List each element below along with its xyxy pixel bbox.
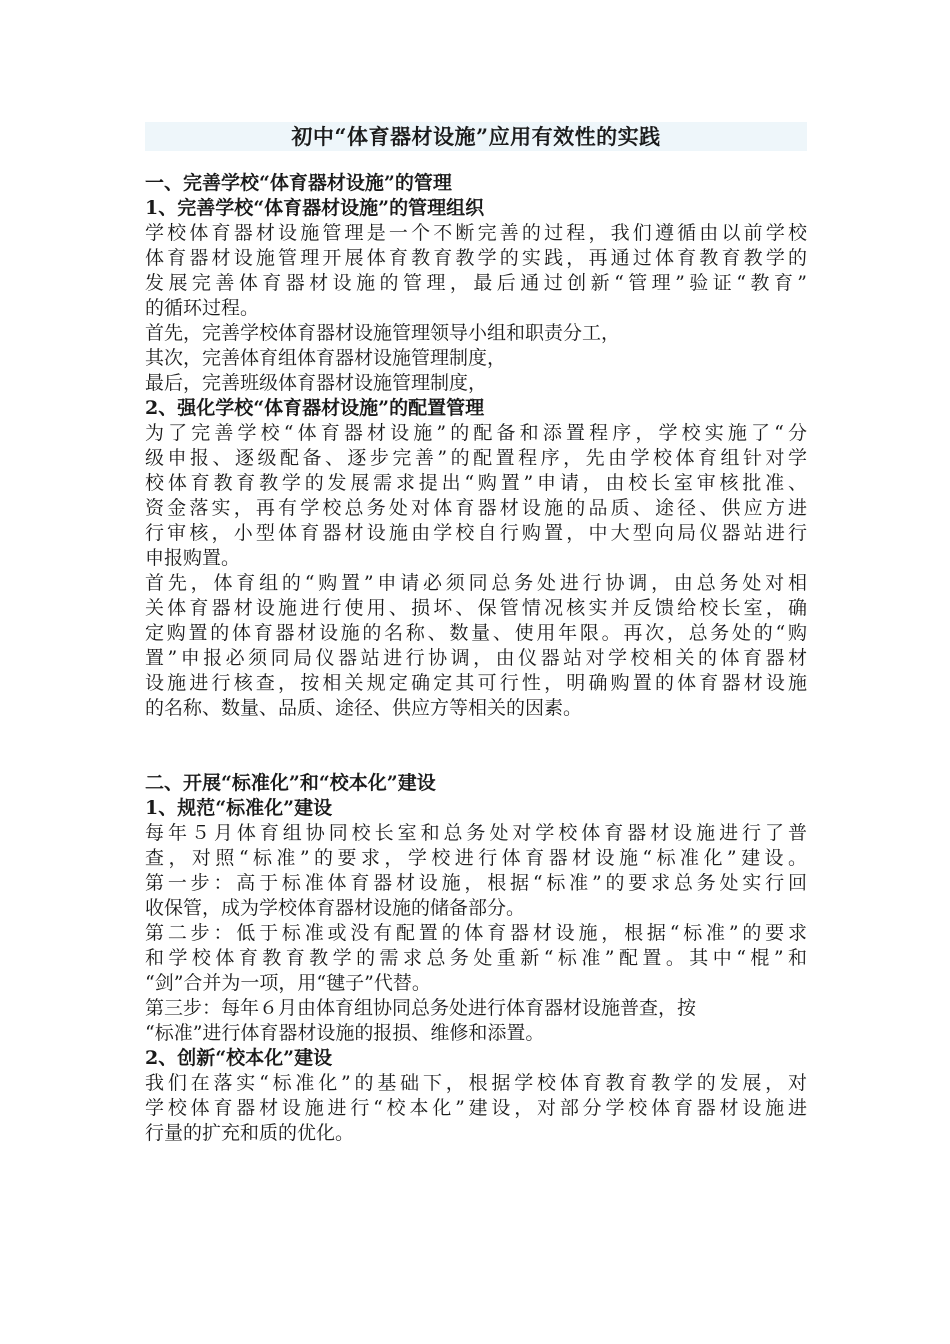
- paragraph-line: 学校体育器材设施进行“校本化”建设，对部分学校体育器材设施进: [145, 1097, 807, 1119]
- section-spacer: [145, 721, 807, 771]
- paragraph-line: 的名称、数量、品质、途径、供应方等相关的因素。: [145, 697, 583, 719]
- paragraph-line: 其次，完善体育组体育器材设施管理制度，: [145, 347, 507, 369]
- paragraph-line: 定购置的体育器材设施的名称、数量、使用年限。再次，总务处的“购: [145, 622, 807, 644]
- paragraph-line: “剑”合并为一项，用“毽子”代替。: [145, 972, 431, 994]
- section-1-heading: 一、完善学校“体育器材设施”的管理: [145, 172, 452, 194]
- paragraph-line: 行审核，小型体育器材设施由学校自行购置，中大型向局仪器站进行: [145, 522, 807, 544]
- document-page: [145, 122, 807, 1146]
- paragraph-line: 首先，体育组的“购置”申请必须同总务处进行协调，由总务处对相: [145, 572, 807, 594]
- paragraph-line: 置”申报必须同局仪器站进行协调，由仪器站对学校相关的体育器材: [145, 647, 807, 669]
- section-2-1-heading: 1、规范“标准化”建设: [145, 797, 333, 819]
- paragraph-line: 收保管，成为学校体育器材设施的储备部分。: [145, 897, 526, 919]
- paragraph-line: 校体育教育教学的发展需求提出“购置”申请，由校长室审核批准、: [145, 472, 807, 494]
- paragraph-line: 首先，完善学校体育器材设施管理领导小组和职责分工，: [145, 322, 621, 344]
- paragraph-line: 级申报、逐级配备、逐步完善”的配置程序，先由学校体育组针对学: [145, 447, 807, 469]
- section-2-2-body: [145, 1071, 807, 1146]
- paragraph-line: 学校体育器材设施管理是一个不断完善的过程，我们遵循由以前学校: [145, 222, 807, 244]
- paragraph-line: 的循环过程。: [145, 297, 260, 319]
- paragraph-line: 我们在落实“标准化”的基础下，根据学校体育教育教学的发展，对: [145, 1072, 807, 1094]
- paragraph-line: “标准”进行体育器材设施的报损、维修和添置。: [145, 1022, 545, 1044]
- section-1-2-heading: 2、强化学校“体育器材设施”的配置管理: [145, 397, 485, 419]
- paragraph-line: 为了完善学校“体育器材设施”的配备和添置程序，学校实施了“分: [145, 422, 807, 444]
- paragraph-line: 第三步：每年６月由体育组协同总务处进行体育器材设施普查，按: [145, 997, 697, 1019]
- paragraph-line: 最后，完善班级体育器材设施管理制度，: [145, 372, 488, 394]
- section-1-1-body: [145, 221, 807, 396]
- paragraph-line: 第二步：低于标准或没有配置的体育器材设施，根据“标准”的要求: [145, 922, 807, 944]
- section-1-2-body: [145, 421, 807, 721]
- paragraph-line: 和学校体育教育教学的需求总务处重新“标准”配置。其中“棍”和: [145, 947, 807, 969]
- section-2-1-body: [145, 821, 807, 1046]
- paragraph-line: 资金落实，再有学校总务处对体育器材设施的品质、途径、供应方进: [145, 497, 807, 519]
- paragraph-line: 发展完善体育器材设施的管理，最后通过创新“管理”验证“教育”: [145, 272, 807, 294]
- paragraph-line: 每年５月体育组协同校长室和总务处对学校体育器材设施进行了普: [145, 822, 807, 844]
- paragraph-line: 关体育器材设施进行使用、损坏、保管情况核实并反馈给校长室，确: [145, 597, 807, 619]
- document-title: 初中“体育器材设施”应用有效性的实践: [145, 122, 807, 151]
- paragraph-line: 体育器材设施管理开展体育教育教学的实践，再通过体育教育教学的: [145, 247, 807, 269]
- section-2-2-heading: 2、创新“校本化”建设: [145, 1047, 333, 1069]
- paragraph-line: 行量的扩充和质的优化。: [145, 1122, 355, 1144]
- section-1-1-heading: 1、完善学校“体育器材设施”的管理组织: [145, 197, 485, 219]
- paragraph-line: 申报购置。: [145, 547, 241, 569]
- paragraph-line: 查，对照“标准”的要求，学校进行体育器材设施“标准化”建设。: [145, 847, 807, 869]
- section-2-heading: 二、开展“标准化”和“校本化”建设: [145, 772, 436, 794]
- paragraph-line: 第一步：高于标准体育器材设施，根据“标准”的要求总务处实行回: [145, 872, 807, 894]
- paragraph-line: 设施进行核查，按相关规定确定其可行性，明确购置的体育器材设施: [145, 672, 807, 694]
